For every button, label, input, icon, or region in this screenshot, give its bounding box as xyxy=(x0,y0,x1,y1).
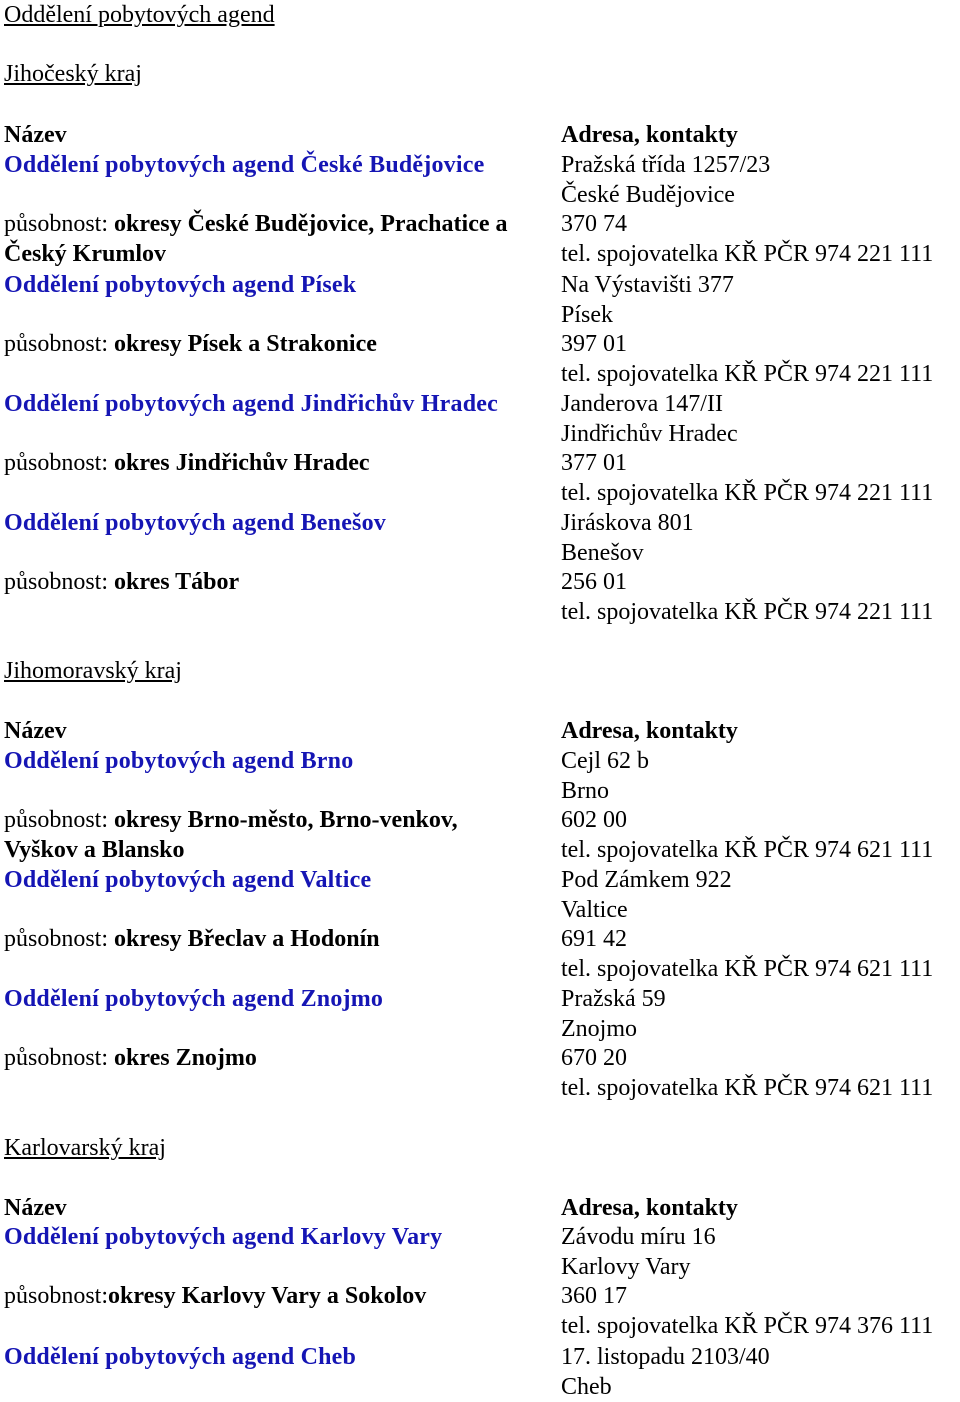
scope-value: okresy Karlovy Vary a Sokolov xyxy=(108,1283,427,1309)
office-scope-cont: Český Krumlov xyxy=(4,241,166,267)
address-street: Závodu míru 16 xyxy=(561,1224,716,1250)
address-phone: tel. spojovatelka KŘ PČR 974 376 111 xyxy=(561,1312,934,1339)
address-phone: tel. spojovatelka KŘ PČR 974 621 111 xyxy=(561,955,934,982)
office-name: Oddělení pobytových agend Karlovy Vary xyxy=(4,1224,443,1250)
address-street: Pražská třída 1257/23 xyxy=(561,152,771,178)
scope-label: působnost: xyxy=(4,1283,109,1309)
column-header-address: Adresa, kontakty xyxy=(561,1195,738,1221)
office-address xyxy=(561,1222,960,1340)
office-address xyxy=(561,389,960,507)
page-title: Oddělení pobytových agend xyxy=(4,2,275,28)
address-zip: 397 01 xyxy=(561,331,627,358)
address-city: Karlovy Vary xyxy=(561,1253,691,1280)
office-scope xyxy=(4,448,370,478)
column-header-address: Adresa, kontakty xyxy=(561,122,738,148)
office-name: Oddělení pobytových agend Jindřichův Hradec xyxy=(4,391,498,417)
office-name: Oddělení pobytových agend Znojmo xyxy=(4,986,384,1012)
office-name: Oddělení pobytových agend Valtice xyxy=(4,867,372,893)
address-zip: 377 01 xyxy=(561,450,627,477)
address-phone: tel. spojovatelka KŘ PČR 974 221 111 xyxy=(561,240,934,267)
column-header-address: Adresa, kontakty xyxy=(561,718,738,744)
address-street: Pod Zámkem 922 xyxy=(561,867,732,893)
scope-value: okres Jindřichův Hradec xyxy=(114,450,370,476)
address-city: Brno xyxy=(561,777,609,804)
office-address xyxy=(561,984,960,1102)
office-scope-cont: Vyškov a Blansko xyxy=(4,837,185,863)
scope-label: působnost: xyxy=(4,569,115,595)
scope-label: působnost: xyxy=(4,926,115,952)
scope-label: působnost: xyxy=(4,211,115,237)
office-scope xyxy=(4,567,239,597)
office-scope xyxy=(4,924,380,954)
office-name: Oddělení pobytových agend Benešov xyxy=(4,510,386,536)
office-address xyxy=(561,150,960,268)
address-street: Jiráskova 801 xyxy=(561,510,694,536)
office-address xyxy=(561,865,960,983)
region-title: Jihomoravský kraj xyxy=(4,658,182,684)
office-scope xyxy=(4,1043,257,1073)
region-title: Karlovarský kraj xyxy=(4,1135,166,1161)
address-phone: tel. spojovatelka KŘ PČR 974 621 111 xyxy=(561,1074,934,1101)
address-street: Cejl 62 b xyxy=(561,748,649,774)
scope-label: působnost: xyxy=(4,450,115,476)
address-phone: tel. spojovatelka KŘ PČR 974 221 111 xyxy=(561,598,934,625)
address-city: Jindřichův Hradec xyxy=(561,420,738,447)
address-street: Pražská 59 xyxy=(561,986,666,1012)
address-phone: tel. spojovatelka KŘ PČR 974 221 111 xyxy=(561,479,934,506)
office-scope xyxy=(4,1281,426,1311)
office-address xyxy=(561,508,960,626)
address-zip: 370 74 xyxy=(561,211,627,238)
scope-value: okresy Břeclav a Hodonín xyxy=(114,926,380,952)
address-street: Janderova 147/II xyxy=(561,391,723,417)
scope-label: působnost: xyxy=(4,1045,115,1071)
office-address xyxy=(561,270,960,388)
address-street: Na Výstavišti 377 xyxy=(561,272,734,298)
scope-value: okresy Brno-město, Brno-venkov, xyxy=(114,807,458,833)
address-zip: 670 20 xyxy=(561,1045,627,1072)
region-title: Jihočeský kraj xyxy=(4,61,142,87)
address-zip: 602 00 xyxy=(561,807,627,834)
office-address xyxy=(561,1342,960,1401)
scope-label: působnost: xyxy=(4,331,115,357)
column-header-name: Název xyxy=(4,122,67,148)
address-city: České Budějovice xyxy=(561,181,735,208)
office-name: Oddělení pobytových agend Cheb xyxy=(4,1344,357,1370)
office-scope xyxy=(4,329,377,359)
scope-value: okres Znojmo xyxy=(114,1045,257,1071)
scope-value: okresy České Budějovice, Prachatice a xyxy=(114,211,508,237)
address-zip: 691 42 xyxy=(561,926,627,953)
address-city: Znojmo xyxy=(561,1015,637,1042)
office-scope xyxy=(4,209,508,239)
column-header-name: Název xyxy=(4,1195,67,1221)
scope-value: okresy Písek a Strakonice xyxy=(114,331,377,357)
column-header-name: Název xyxy=(4,718,67,744)
scope-label: působnost: xyxy=(4,807,115,833)
address-zip: 256 01 xyxy=(561,569,627,596)
address-city: Benešov xyxy=(561,539,644,566)
office-name: Oddělení pobytových agend Brno xyxy=(4,748,354,774)
address-city: Písek xyxy=(561,301,614,328)
office-scope xyxy=(4,805,458,835)
office-name: Oddělení pobytových agend Písek xyxy=(4,272,357,298)
scope-value: okres Tábor xyxy=(114,569,240,595)
address-city: Cheb xyxy=(561,1373,612,1400)
address-phone: tel. spojovatelka KŘ PČR 974 221 111 xyxy=(561,360,934,387)
office-address xyxy=(561,746,960,864)
office-name: Oddělení pobytových agend České Budějovice xyxy=(4,152,485,178)
address-street: 17. listopadu 2103/40 xyxy=(561,1344,770,1370)
address-city: Valtice xyxy=(561,896,628,923)
address-zip: 360 17 xyxy=(561,1283,627,1310)
address-phone: tel. spojovatelka KŘ PČR 974 621 111 xyxy=(561,836,934,863)
